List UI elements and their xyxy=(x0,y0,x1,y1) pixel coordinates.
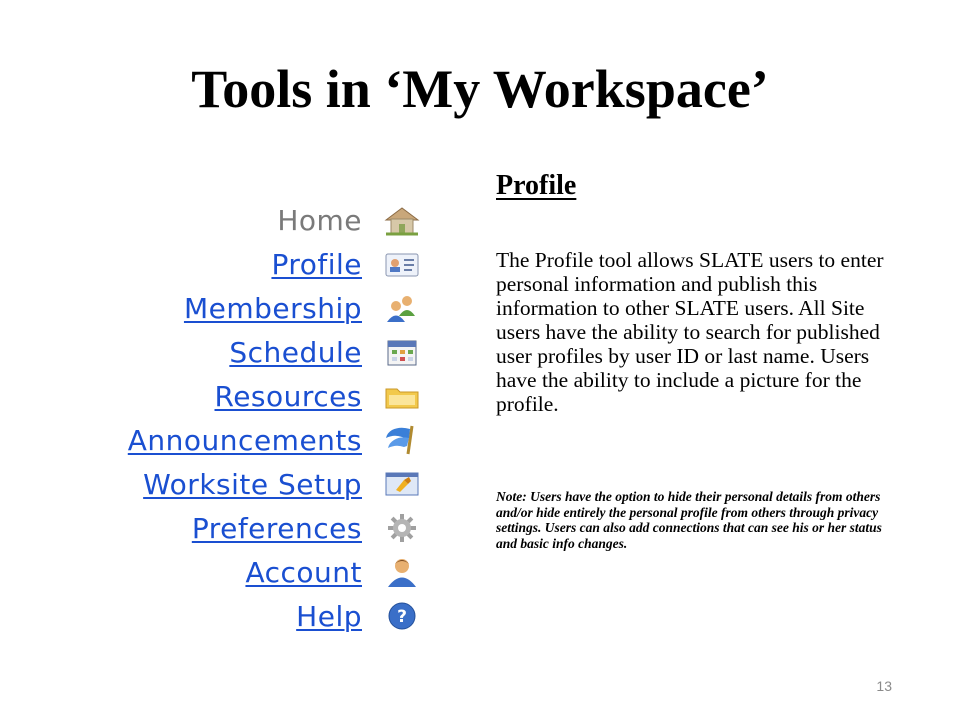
menu-item-preferences[interactable] xyxy=(40,506,430,550)
setup-icon xyxy=(382,468,422,500)
menu-item-account[interactable] xyxy=(40,550,430,594)
menu-item-label: Help xyxy=(296,599,362,633)
flag-icon xyxy=(382,424,422,456)
members-icon xyxy=(382,292,422,324)
page-number: 13 xyxy=(876,678,892,694)
workspace-tool-menu xyxy=(40,198,430,638)
menu-item-membership[interactable] xyxy=(40,286,430,330)
menu-item-worksite-setup[interactable] xyxy=(40,462,430,506)
gear-icon xyxy=(382,512,422,544)
section-heading: Profile xyxy=(496,170,577,201)
menu-item-announcements[interactable] xyxy=(40,418,430,462)
tool-note: Note: Users have the option to hide their personal details from others and/or hide entirely the personal profile from others through privacy settings. Users can also add connections that can see his or her status and basic info changes. xyxy=(496,489,882,551)
menu-item-label: Profile xyxy=(271,247,362,281)
menu-item-label: Account xyxy=(245,555,362,589)
menu-item-label: Worksite Setup xyxy=(143,467,362,501)
folder-icon xyxy=(382,380,422,412)
menu-item-label: Home xyxy=(277,203,362,237)
menu-item-resources[interactable] xyxy=(40,374,430,418)
menu-item-profile[interactable] xyxy=(40,242,430,286)
menu-item-label: Resources xyxy=(214,379,362,413)
menu-item-schedule[interactable] xyxy=(40,330,430,374)
menu-item-label: Announcements xyxy=(127,423,362,457)
menu-item-label: Schedule xyxy=(229,335,362,369)
home-icon xyxy=(382,204,422,236)
svg-text:?: ? xyxy=(397,607,407,627)
menu-item-label: Membership xyxy=(183,291,362,325)
menu-item-home[interactable] xyxy=(40,198,430,242)
slide-title: Tools in ‘My Workspace’ xyxy=(191,59,769,119)
menu-item-help[interactable] xyxy=(40,594,430,638)
menu-item-label: Preferences xyxy=(191,511,362,545)
tool-description: The Profile tool allows SLATE users to enter personal information and publish this information to other SLATE users. All Site users have the ability to search for published user profiles by user ID or last name. Users have the ability to include a picture for the profile. xyxy=(496,248,884,416)
user-icon xyxy=(382,556,422,588)
help-icon xyxy=(382,600,422,632)
calendar-icon xyxy=(382,336,422,368)
profile-card-icon xyxy=(382,248,422,280)
